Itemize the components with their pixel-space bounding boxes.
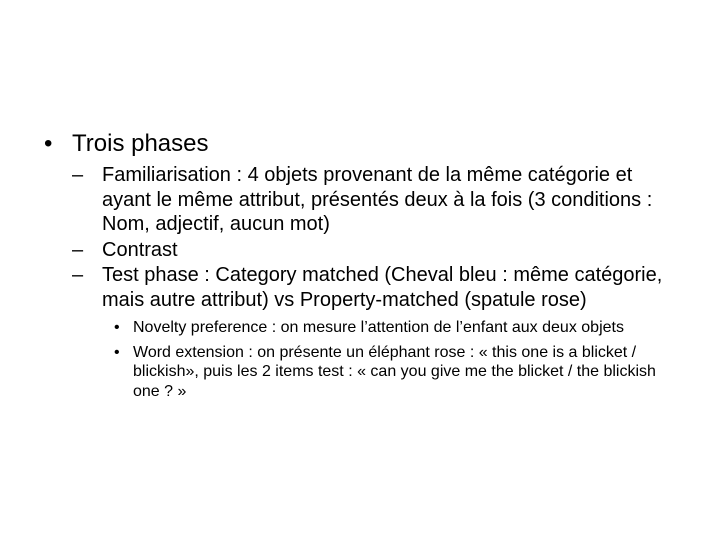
bullet-text: Trois phases bbox=[72, 130, 209, 157]
detail-text: Word extension : on présente un éléphant rose : « this one is a blicket / blickish», puis les 2 items test : « can you give me the blicket / the blickish one ? » bbox=[133, 343, 656, 400]
sub-bullet-familiarisation bbox=[44, 163, 684, 237]
bullet-marker: • bbox=[44, 130, 53, 157]
slide-body bbox=[44, 128, 684, 406]
sub-bullet-text: Contrast bbox=[102, 238, 178, 261]
bullet-trois-phases bbox=[44, 128, 684, 160]
sub-bullet-test-phase bbox=[44, 263, 684, 312]
bullet-marker: • bbox=[114, 343, 120, 361]
dash-marker: – bbox=[72, 238, 84, 261]
sub-bullet-text: Familiarisation : 4 objets provenant de la même catégorie et ayant le même attribut, présentés deux à la fois (3 conditions : Nom, adjectif, aucun mot) bbox=[102, 164, 653, 235]
test-phase-details bbox=[44, 318, 684, 401]
dash-marker: – bbox=[72, 164, 84, 186]
detail-novelty-preference bbox=[44, 318, 684, 338]
sub-bullet-text: Test phase : Category matched (Cheval bleu : même catégorie, mais autre attribut) vs Property-matched (spatule rose) bbox=[102, 264, 663, 311]
detail-word-extension bbox=[44, 343, 684, 402]
detail-text: Novelty preference : on mesure l’attention de l’enfant aux deux objets bbox=[133, 319, 624, 336]
dash-marker: – bbox=[72, 264, 84, 286]
sub-bullet-contrast bbox=[44, 238, 684, 263]
bullet-marker: • bbox=[114, 319, 120, 336]
